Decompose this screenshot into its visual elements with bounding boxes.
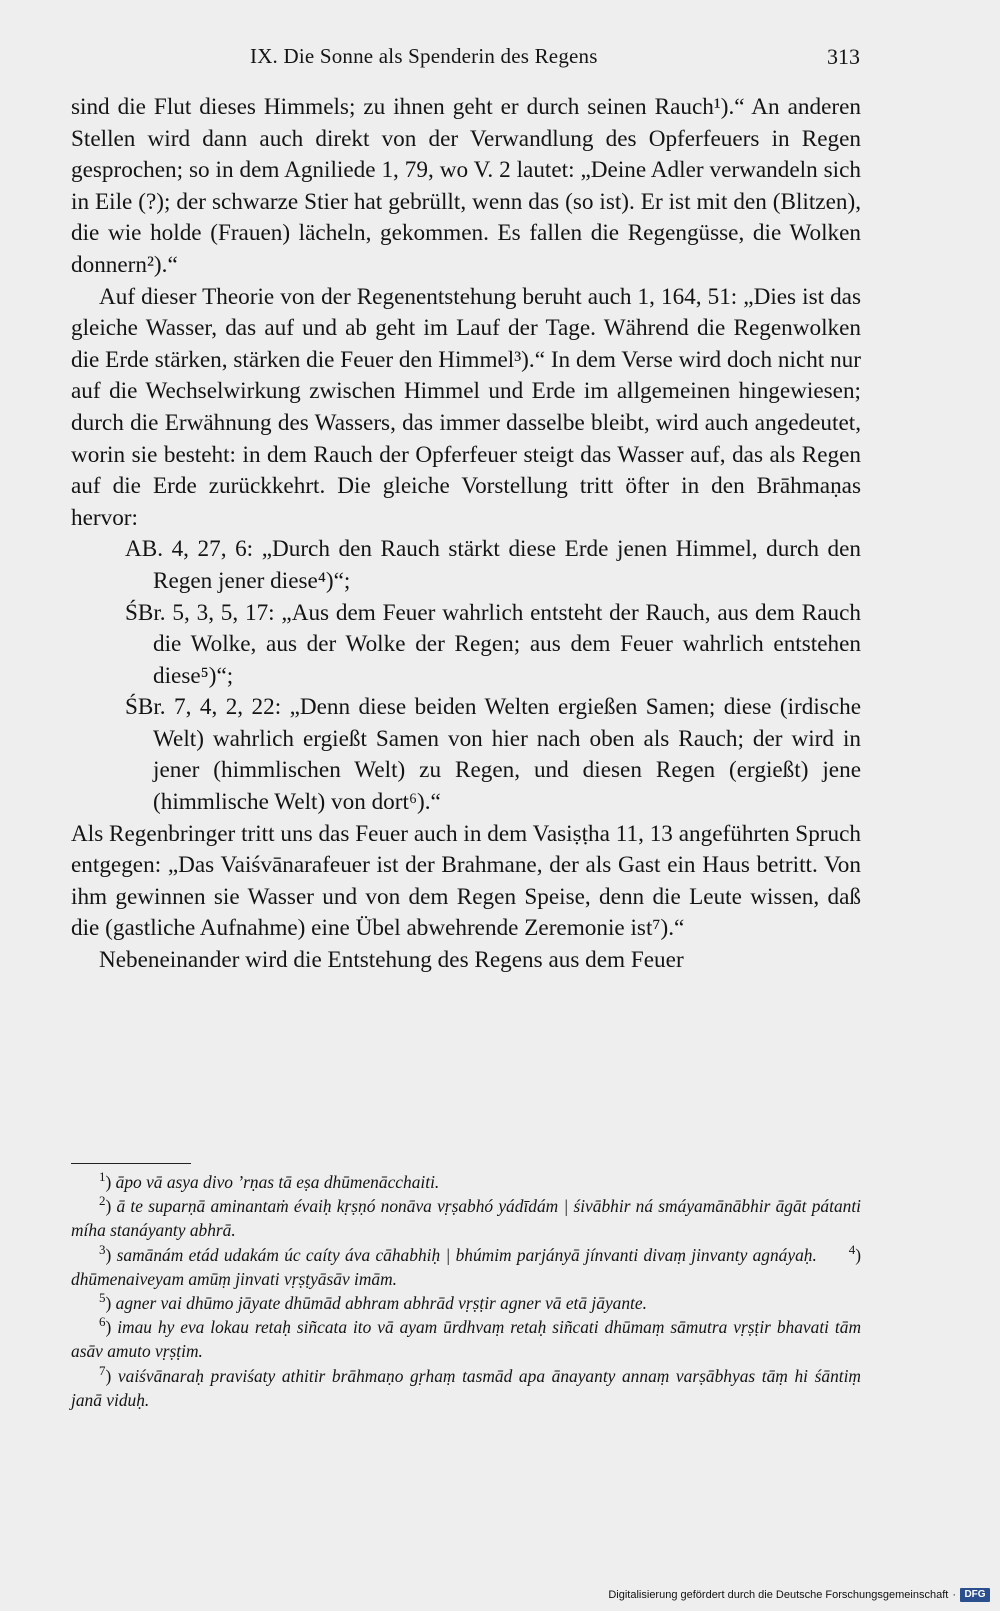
- footnote-marker: 1: [99, 1169, 106, 1185]
- footnote-3-4: $^3$) samānám etád udakám úc caíty áva cāhabhiḥ | bhúmim parjányā jínvanti divaṃ jinvanty agnáyaḥ. $^4$) dhūmenaiveyam amūṃ jinvati vṛṣṭyāsāv imām.: [71, 1241, 861, 1289]
- footnote-text: ā te suparṇā aminantaṁ évaiḥ kṛṣṇó nonāva vṛṣabhó yádīdám | śivābhir ná smáyamānābhir āgāt pátanti míha stanáyanty abhrā.: [71, 1196, 862, 1241]
- header-title: IX. Die Sonne als Spenderin des Regens: [250, 44, 598, 68]
- footnote-2: $^2$) ā te suparṇā aminantaṁ évaiḥ kṛṣṇó nonāva vṛṣabhó yádīdám | śivābhir ná smáyamānābhir āgāt pátanti míha stanáyanty abhrā.: [71, 1193, 862, 1241]
- paragraph-4: Nebeneinander wird die Entstehung des Regens aus dem Feuer: [99, 947, 684, 974]
- quote-ab: AB. 4, 27, 6: „Durch den Rauch stärkt diese Erde jenen Himmel, durch den Regen jener diese⁴)“;: [125, 536, 861, 594]
- paragraph-2: Auf dieser Theorie von der Regenentstehung beruht auch 1, 164, 51: „Dies ist das gleiche Wasser, das auf und ab geht im Lauf der Tage. Während die Regenwolken die Erde stärken, stärken die Feuer den Himmel³).“ In dem Verse wird doch nicht nur auf die Wechselwirkung zwischen Himmel und Erde im allgemeinen hingewiesen; durch die Erwähnung des Wassers, das immer dasselbe bleibt, wird auch angedeutet, worin sie besteht: in dem Rauch der Opferfeuer steigt das Wasser auf, das als Regen auf die Erde zurückkehrt. Die gleiche Vorstellung tritt öfter in den Brāhmaṇas hervor:: [71, 283, 861, 531]
- dfg-logo-icon: DFG: [960, 1588, 990, 1602]
- footnote-marker: 4: [848, 1241, 856, 1257]
- footnote-1: $^1$) āpo vā asya divo ’rṇas tā eṣa dhūmenācchaiti.: [99, 1169, 440, 1192]
- quote-sbr-5: ŚBr. 5, 3, 5, 17: „Aus dem Feuer wahrlich entsteht der Rauch, aus dem Rauch die Wolke, aus der Wolke der Regen; aus dem Feuer wahrlich entstehen diese⁵)“;: [125, 599, 861, 689]
- footnote-marker: 6: [99, 1314, 106, 1330]
- main-text: [71, 92, 861, 977]
- running-header: [250, 44, 860, 74]
- paragraph-1: sind die Flut dieses Himmels; zu ihnen geht er durch seinen Rauch¹).“ An anderen Stellen wird dann auch direkt von der Verwandlung des Opferfeuers in Regen gesprochen; so in dem Agniliede 1, 79, wo V. 2 lautet: „Deine Adler verwandeln sich in Eile (?); der schwarze Stier hat gebrüllt, wenn das (so ist). Er ist mit den (Blitzen), die wie holde (Frauen) lächeln, gekommen. Es fallen die Regengüsse, die Wolken donnern²).“: [71, 94, 861, 278]
- footnote-5: $^5$) agner vai dhūmo jāyate dhūmād abhram abhrād vṛṣṭir agner vā etā jāyante.: [99, 1290, 647, 1314]
- paragraph-3: Als Regenbringer tritt uns das Feuer auch in dem Vasiṣṭha 11, 13 angeführten Spruch entgegen: „Das Vaiśvānarafeuer ist der Brahmane, der als Gast ein Haus betritt. Von ihm gewinnen sie Wasser und von dem Regen Speise, denn die Leute wissen, daß die (gastliche Aufnahme) eine Übel abwehrende Zeremonie ist⁷).“: [71, 820, 861, 942]
- footnote-marker: 2: [99, 1193, 106, 1209]
- footnote-text: samānám etád udakám úc caíty áva cāhabhiḥ | bhúmim parjányā jínvanti divaṃ jinvanty agnáyaḥ.: [116, 1244, 817, 1265]
- footnote-text: dhūmenaiveyam amūṃ jinvati vṛṣṭyāsāv imām.: [71, 1268, 398, 1289]
- credit-text: Digitalisierung gefördert durch die Deutsche Forschungsgemeinschaft: [608, 1589, 949, 1601]
- footnote-text: āpo vā asya divo ’rṇas tā eṣa dhūmenācchaiti.: [115, 1172, 440, 1192]
- footnote-6: $^6$) imau hy eva lokau retaḥ siñcata ito vā ayam ūrdhvaṃ retaḥ siñcati dhūmaṃ sāmutra vṛṣṭir bhavati tām asāv amuto vṛṣṭim.: [71, 1314, 862, 1362]
- footnote-rule: [71, 1163, 191, 1164]
- footnote-text: vaiśvānaraḥ praviśaty athitir brāhmaṇo gṛhaṃ tasmād apa ānayanty annaṃ varṣābhyas tāṃ hi śāntiṃ janā viduḥ.: [71, 1365, 861, 1410]
- footnote-marker: 3: [99, 1241, 106, 1257]
- footnote-7: $^7$) vaiśvānaraḥ praviśaty athitir brāhmaṇo gṛhaṃ tasmād apa ānayanty annaṃ varṣābhyas tāṃ hi śāntiṃ janā viduḥ.: [71, 1362, 861, 1410]
- footnote-text: agner vai dhūmo jāyate dhūmād abhram abhrād vṛṣṭir agner vā etā jāyante.: [115, 1293, 647, 1314]
- page-number: 313: [827, 44, 860, 69]
- footnote-marker: 7: [99, 1362, 106, 1378]
- footnote-text: imau hy eva lokau retaḥ siñcata ito vā ayam ūrdhvaṃ retaḥ siñcati dhūmaṃ sāmutra vṛṣṭir bhavati tām asāv amuto vṛṣṭim.: [71, 1317, 862, 1362]
- digitization-credit: Digitalisierung gefördert durch die Deutsche Forschungsgemeinschaft · DFG: [608, 1585, 990, 1605]
- quote-sbr-7: ŚBr. 7, 4, 2, 22: „Denn diese beiden Welten ergießen Samen; diese (irdische Welt) wahrlich ergießt Samen von hier nach oben als Rauch; der wird in jener (himmlischen Welt) zu Regen, und diesen Regen (ergießt) jene (himmlische Welt) von dort⁶).“: [125, 694, 861, 816]
- footnotes: [71, 1170, 861, 1412]
- footnote-marker: 5: [99, 1290, 106, 1306]
